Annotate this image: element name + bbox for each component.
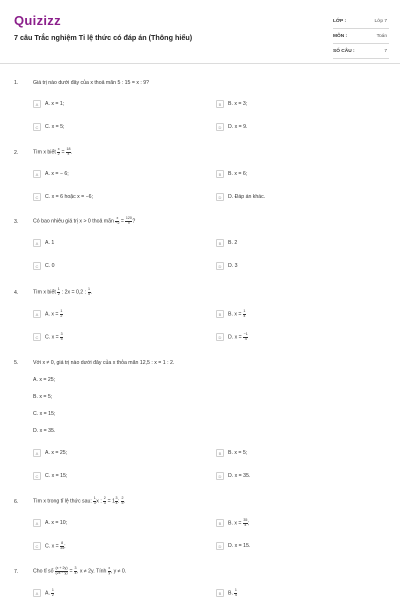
option-label: D. x =: [228, 334, 242, 341]
question-text: Giá trị nào dưới đây của x thoả mãn 5 : 15 = x : 9?: [33, 80, 150, 86]
denominator: x: [127, 220, 130, 225]
option-letter-box: A: [33, 239, 41, 247]
denominator: 2: [60, 313, 63, 318]
question-number: 5.: [14, 360, 19, 366]
option-label: B. x =: [228, 520, 242, 527]
denominator: 35: [60, 545, 65, 550]
numerator: x: [57, 147, 60, 151]
fraction: [57, 148, 60, 157]
denominator: 2: [57, 151, 60, 156]
option-text: A. x = − 6;: [45, 171, 69, 177]
meta-count-row: [333, 44, 389, 59]
denominator: 4: [234, 592, 237, 597]
option-letter-box: C: [33, 542, 41, 550]
option-c[interactable]: [33, 470, 67, 482]
numerator: 120: [125, 216, 132, 220]
question-text: Với x ≠ 0, giá trị nào dưới đây của x thỏa mãn 12,5 : x = 1 : 2.: [33, 360, 175, 366]
option-d[interactable]: [216, 540, 250, 552]
numerator: 2: [103, 496, 106, 500]
option-d[interactable]: [216, 331, 248, 343]
question-text: [33, 567, 126, 576]
option-text: D. 3: [228, 263, 238, 269]
option-label: B. x =: [228, 311, 242, 318]
option-letter-box: B: [216, 170, 224, 178]
option-letter-box: C: [33, 262, 41, 270]
denominator: 4: [74, 570, 77, 575]
option-text: [45, 333, 63, 342]
option-text: A. 1: [45, 240, 55, 246]
fraction: [103, 497, 106, 506]
meta-subject-row: [333, 29, 389, 44]
option-text: C. x = 5;: [45, 124, 65, 130]
option-letter-box: A: [33, 100, 41, 108]
option-text: B. x = 6;: [228, 171, 248, 177]
numerator: 1: [234, 587, 237, 592]
option-d[interactable]: [216, 121, 247, 133]
header-divider: [0, 63, 400, 64]
question-middle: :: [118, 498, 120, 505]
question-middle: : 2x = 0,2 :: [61, 289, 87, 296]
statement-line: D. x = 35.: [33, 428, 56, 434]
denominator: 2: [51, 592, 54, 597]
question-number: 1.: [14, 80, 19, 86]
option-a[interactable]: [33, 517, 67, 529]
option-letter-box: A: [33, 310, 41, 318]
denominator: 4: [244, 522, 247, 527]
denominator: (2x − y): [55, 570, 68, 575]
option-d[interactable]: [216, 470, 250, 482]
option-a[interactable]: [33, 308, 63, 320]
meta-class-value: Lớp 7: [374, 18, 387, 24]
option-letter-box: B: [216, 519, 224, 527]
option-letter-box: A: [33, 449, 41, 457]
fraction: [66, 148, 71, 157]
option-tail: ;: [247, 520, 250, 527]
option-b[interactable]: [216, 168, 247, 180]
numerator: 1: [51, 587, 54, 592]
question-end: .: [123, 498, 126, 505]
option-label: A. x =: [45, 311, 59, 318]
numerator: x: [108, 566, 111, 570]
option-text: C. x = 6 hoặc x = −6;: [45, 194, 94, 200]
numerator: (x + 2y): [55, 566, 68, 570]
option-letter-box: D: [216, 472, 224, 480]
option-d[interactable]: [216, 191, 265, 203]
numerator: 1: [60, 308, 63, 313]
question-prefix: Tìm x biết: [33, 289, 56, 296]
option-b[interactable]: [216, 237, 237, 249]
question-middle: = 1: [107, 498, 116, 505]
option-text: A. x = 1;: [45, 101, 65, 107]
worksheet-meta: [333, 14, 389, 59]
option-letter-box: C: [33, 193, 41, 201]
option-letter-box: C: [33, 472, 41, 480]
question-number: 7.: [14, 569, 19, 575]
fraction: [60, 333, 63, 342]
question-number: 4.: [14, 290, 19, 296]
question-tail: , y ≠ 0.: [110, 568, 127, 575]
meta-subject-label: MÔN :: [333, 33, 348, 39]
option-a[interactable]: [33, 447, 67, 459]
fraction: [234, 589, 237, 598]
question-text: Có bao nhiêu giá trị x > 0 thoả mãn $\frac{x}{-2}$ = $\frac{120}{x}$ ?: [33, 216, 136, 225]
fraction: [55, 567, 68, 576]
meta-class-row: [333, 14, 389, 29]
statement-line: B. x = 5;: [33, 394, 53, 400]
denominator: y: [108, 570, 111, 575]
option-text: A. x = 10;: [45, 520, 68, 526]
numerator: −1: [243, 331, 248, 336]
question-prefix: Có bao nhiêu giá trị x > 0 thoả mãn: [33, 218, 114, 225]
meta-count-label: SỐ CÂU :: [333, 48, 355, 54]
option-c[interactable]: [33, 121, 64, 133]
option-letter-box: C: [33, 123, 41, 131]
question-prefix: Cho tỉ số: [33, 568, 54, 575]
worksheet-title: 7 câu Trắc nghiệm Tỉ lệ thức có đáp án (Thông hiểu): [14, 33, 193, 42]
meta-count-value: 7: [384, 48, 387, 54]
option-a[interactable]: [33, 587, 54, 599]
option-label: B.: [228, 590, 233, 597]
option-letter-box: B: [216, 239, 224, 247]
question-middle: =: [69, 568, 73, 575]
option-letter-box: B: [216, 589, 224, 597]
option-a[interactable]: [33, 237, 54, 249]
option-c[interactable]: [33, 331, 63, 343]
option-label: C. x =: [45, 334, 59, 341]
option-text: [228, 589, 237, 598]
option-letter-box: B: [216, 310, 224, 318]
option-letter-box: D: [216, 193, 224, 201]
fraction: [88, 288, 91, 297]
option-label: C. x =: [45, 543, 59, 550]
option-letter-box: D: [216, 333, 224, 341]
numerator: x: [116, 216, 119, 220]
question-middle: x :: [96, 498, 102, 505]
option-text: [45, 542, 66, 551]
option-text: [228, 333, 248, 342]
option-d[interactable]: [216, 260, 238, 272]
denominator: 2: [57, 291, 60, 296]
option-b[interactable]: [216, 517, 249, 529]
option-text: C. x = 15;: [45, 473, 68, 479]
statement-line: A. x = 25;: [33, 377, 56, 383]
denominator: 3: [93, 500, 96, 505]
fraction: [115, 217, 119, 226]
option-text: B. x = 3;: [228, 101, 248, 107]
numerator: 18: [66, 147, 71, 151]
fraction: [60, 310, 63, 319]
numerator: 3: [115, 496, 118, 500]
option-b[interactable]: [216, 447, 247, 459]
denominator: 5: [121, 500, 124, 505]
question-number: 2.: [14, 150, 19, 156]
denominator: 4: [243, 313, 246, 318]
denominator: x: [67, 151, 70, 156]
option-text: [228, 310, 246, 319]
option-a[interactable]: [33, 168, 69, 180]
meta-class-label: LỚP :: [333, 18, 347, 24]
fraction: [243, 310, 246, 319]
option-text: D. x = 15.: [228, 543, 251, 549]
numerator: 1: [93, 496, 96, 500]
numerator: 35: [243, 517, 248, 522]
numerator: 3: [74, 566, 77, 570]
option-letter-box: B: [216, 449, 224, 457]
option-a[interactable]: [33, 98, 64, 110]
option-b[interactable]: [216, 587, 237, 599]
denominator: −2: [115, 220, 120, 225]
question-number: 3.: [14, 219, 19, 225]
option-text: D. Đáp án khác.: [228, 194, 266, 200]
option-letter-box: C: [33, 333, 41, 341]
option-letter-box: A: [33, 589, 41, 597]
option-tail: ;: [64, 543, 66, 550]
denominator: 3: [103, 500, 106, 505]
fraction: [51, 589, 54, 598]
option-letter-box: D: [216, 542, 224, 550]
question-text: Tìm x biết $\frac{x}{2}$ = $\frac{18}{x}$ .: [33, 147, 73, 156]
denominator: 5: [60, 336, 63, 341]
denominator: 4: [115, 500, 118, 505]
quizizz-logo: Quizizz: [14, 13, 61, 28]
meta-subject-value: Toán: [376, 33, 387, 39]
option-b[interactable]: [216, 98, 247, 110]
fraction: [125, 217, 132, 226]
option-letter-box: B: [216, 100, 224, 108]
numerator: 1: [88, 287, 91, 291]
question-text: [33, 497, 125, 506]
option-text: D. x = 9.: [228, 124, 248, 130]
numerator: 3: [60, 331, 63, 336]
option-text: [45, 589, 54, 598]
question-text: Tìm x biết $\frac{1}{2}$ : 2x = 0,2 : $\frac{1}{5}$ .: [33, 287, 92, 296]
option-c[interactable]: [33, 540, 66, 552]
fraction: [57, 288, 60, 297]
fraction: [243, 333, 248, 342]
question-prefix: Tìm x biết: [33, 149, 56, 156]
question-number: 6.: [14, 499, 19, 505]
option-text: A. x = 25;: [45, 450, 68, 456]
numerator: 2: [121, 496, 124, 500]
option-text: D. x = 35.: [228, 473, 251, 479]
option-letter-box: A: [33, 170, 41, 178]
denominator: 5: [88, 291, 91, 296]
option-b[interactable]: [216, 308, 246, 320]
statement-line: C. x = 15;: [33, 411, 56, 417]
option-text: B. x = 5;: [228, 450, 248, 456]
option-text: [228, 519, 249, 528]
option-letter-box: D: [216, 262, 224, 270]
option-text: B. 2: [228, 240, 238, 246]
question-end: , x ≠ 2y. Tính: [76, 568, 107, 575]
question-prefix: Tìm x trong tỉ lệ thức sau:: [33, 498, 92, 505]
option-letter-box: A: [33, 519, 41, 527]
option-label: A.: [45, 590, 50, 597]
option-text: [45, 310, 63, 319]
numerator: 8: [61, 540, 64, 545]
denominator: 4: [244, 336, 247, 341]
option-c[interactable]: [33, 191, 93, 203]
numerator: 1: [243, 308, 246, 313]
option-letter-box: D: [216, 123, 224, 131]
numerator: 1: [57, 287, 60, 291]
option-c[interactable]: [33, 260, 55, 272]
option-text: C. 0: [45, 263, 55, 269]
